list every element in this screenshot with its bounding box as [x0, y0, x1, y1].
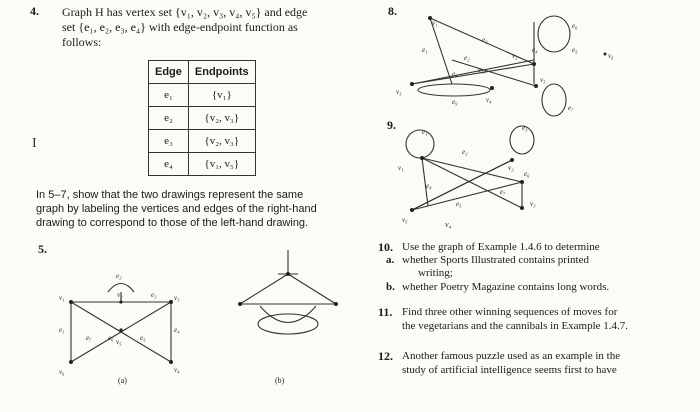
instructions-line-1: In 5–7, show that the two drawings represent the same [36, 189, 304, 201]
svg-text:v₆: v₆ [59, 368, 65, 376]
problem-10-a-text-1: whether Sports Illustrated contains printed [402, 254, 589, 266]
table-cell: {v₂, v₃} [188, 130, 255, 153]
svg-text:e₇: e₇ [86, 334, 92, 342]
svg-text:v₄: v₄ [174, 366, 180, 374]
table-cell: {v₂, v₃} [188, 107, 255, 130]
svg-text:v₁: v₁ [59, 294, 65, 302]
problem-5-number: 5. [38, 242, 47, 256]
problem-8-number: 8. [388, 4, 397, 18]
svg-text:v₁: v₁ [432, 19, 438, 27]
edge-endpoint-table [148, 60, 256, 176]
svg-text:v₃: v₃ [530, 200, 536, 208]
svg-text:e₆: e₆ [524, 170, 530, 178]
problem-10-a-label: a. [386, 254, 395, 266]
problem-12-number: 12. [378, 349, 393, 363]
problem-4-line-2: set {e₁, e₂, e₃, e₄} with edge-endpoint function as [62, 20, 298, 34]
table-cell: {v₁, v₅} [188, 153, 255, 176]
svg-text:e₂: e₂ [462, 148, 468, 156]
table-cell: e₃ [149, 130, 189, 153]
problem-10-b-label: b. [386, 281, 395, 293]
svg-text:e₄: e₄ [174, 326, 180, 334]
svg-text:e₇: e₇ [568, 104, 574, 112]
svg-text:e₄: e₄ [426, 182, 432, 190]
table-cell: e₂ [149, 107, 189, 130]
svg-text:v₁: v₁ [398, 164, 404, 172]
table-cell: e₁ [149, 84, 189, 107]
problem-12-line-2: study of artificial intelligence seems first to have [402, 364, 617, 376]
svg-text:v₂: v₂ [508, 164, 514, 172]
svg-text:e₅: e₅ [140, 334, 146, 342]
svg-text:v₅: v₅ [396, 88, 402, 96]
problem-10-line-1: Use the graph of Example 1.4.6 to determine [402, 241, 600, 253]
table-row [149, 130, 256, 153]
svg-text:v₃: v₃ [174, 294, 180, 302]
problem-9-number: 9. [387, 118, 396, 132]
graph-9-vertex-v4: v₄ [445, 220, 452, 229]
graph-5b [218, 244, 358, 356]
instructions-line-2: graph by labeling the vertices and edges of the right-hand [36, 203, 317, 215]
problem-4-line-1: Graph H has vertex set {v₁, v₂, v₃, v₄, v₅} and edge [62, 5, 308, 19]
svg-text:e₄: e₄ [532, 46, 538, 54]
svg-text:e₆: e₆ [108, 334, 114, 342]
svg-text:v₂: v₂ [117, 291, 123, 299]
svg-text:e₂: e₂ [464, 54, 470, 62]
svg-text:v₅: v₅ [402, 216, 408, 224]
svg-text:v₃: v₃ [540, 76, 546, 84]
svg-text:e₈: e₈ [452, 70, 458, 78]
svg-text:v₆: v₆ [608, 52, 614, 60]
problem-10-b-text: whether Poetry Magazine contains long words. [402, 281, 610, 293]
problem-10-number: 10. [378, 240, 393, 254]
instructions-line-3: drawing to correspond to those of the left-hand drawing. [36, 217, 309, 229]
svg-text:e₆: e₆ [572, 22, 578, 30]
svg-text:e₂: e₂ [116, 272, 122, 280]
svg-text:v₄: v₄ [486, 96, 492, 104]
svg-text:e₃: e₃ [522, 124, 528, 132]
table-cell: e₄ [149, 153, 189, 176]
svg-text:e₁₀: e₁₀ [478, 66, 486, 74]
graph-9 [392, 120, 542, 230]
svg-text:e₁: e₁ [422, 128, 428, 136]
svg-text:v₅: v₅ [116, 338, 122, 346]
problem-10-a-text-2: writing; [418, 267, 453, 279]
svg-text:e₉: e₉ [452, 98, 458, 106]
table-row [149, 84, 256, 107]
table-cell: {v₁} [188, 84, 255, 107]
svg-text:e₅: e₅ [572, 46, 578, 54]
table-header-edge: Edge [149, 61, 189, 84]
problem-11-number: 11. [378, 305, 393, 319]
table-row [149, 107, 256, 130]
table-header-endpoints: Endpoints [188, 61, 255, 84]
problem-11-line-1: Find three other winning sequences of moves for [402, 306, 618, 318]
svg-text:e₃: e₃ [482, 36, 488, 44]
problem-12-line-1: Another famous puzzle used as an example in the [402, 350, 621, 362]
svg-text:v₂: v₂ [512, 52, 518, 60]
figure-5a-label: (a) [118, 376, 127, 385]
svg-text:e₅: e₅ [456, 200, 462, 208]
problem-4-number: 4. [30, 4, 39, 18]
svg-text:e₁: e₁ [59, 326, 65, 334]
figure-5b-label: (b) [275, 376, 285, 385]
svg-text:e₇: e₇ [500, 188, 506, 196]
problem-11-line-2: the vegetarians and the cannibals in Example 1.4.7. [402, 320, 629, 332]
text-cursor-icon: I [32, 136, 37, 151]
problem-4-line-3: follows: [62, 35, 102, 49]
graph-8 [392, 12, 622, 120]
graph-5a [56, 270, 196, 380]
table-row [149, 153, 256, 176]
table-header-row [149, 61, 256, 84]
svg-text:e₁: e₁ [422, 46, 428, 54]
svg-text:e₃: e₃ [151, 291, 157, 299]
